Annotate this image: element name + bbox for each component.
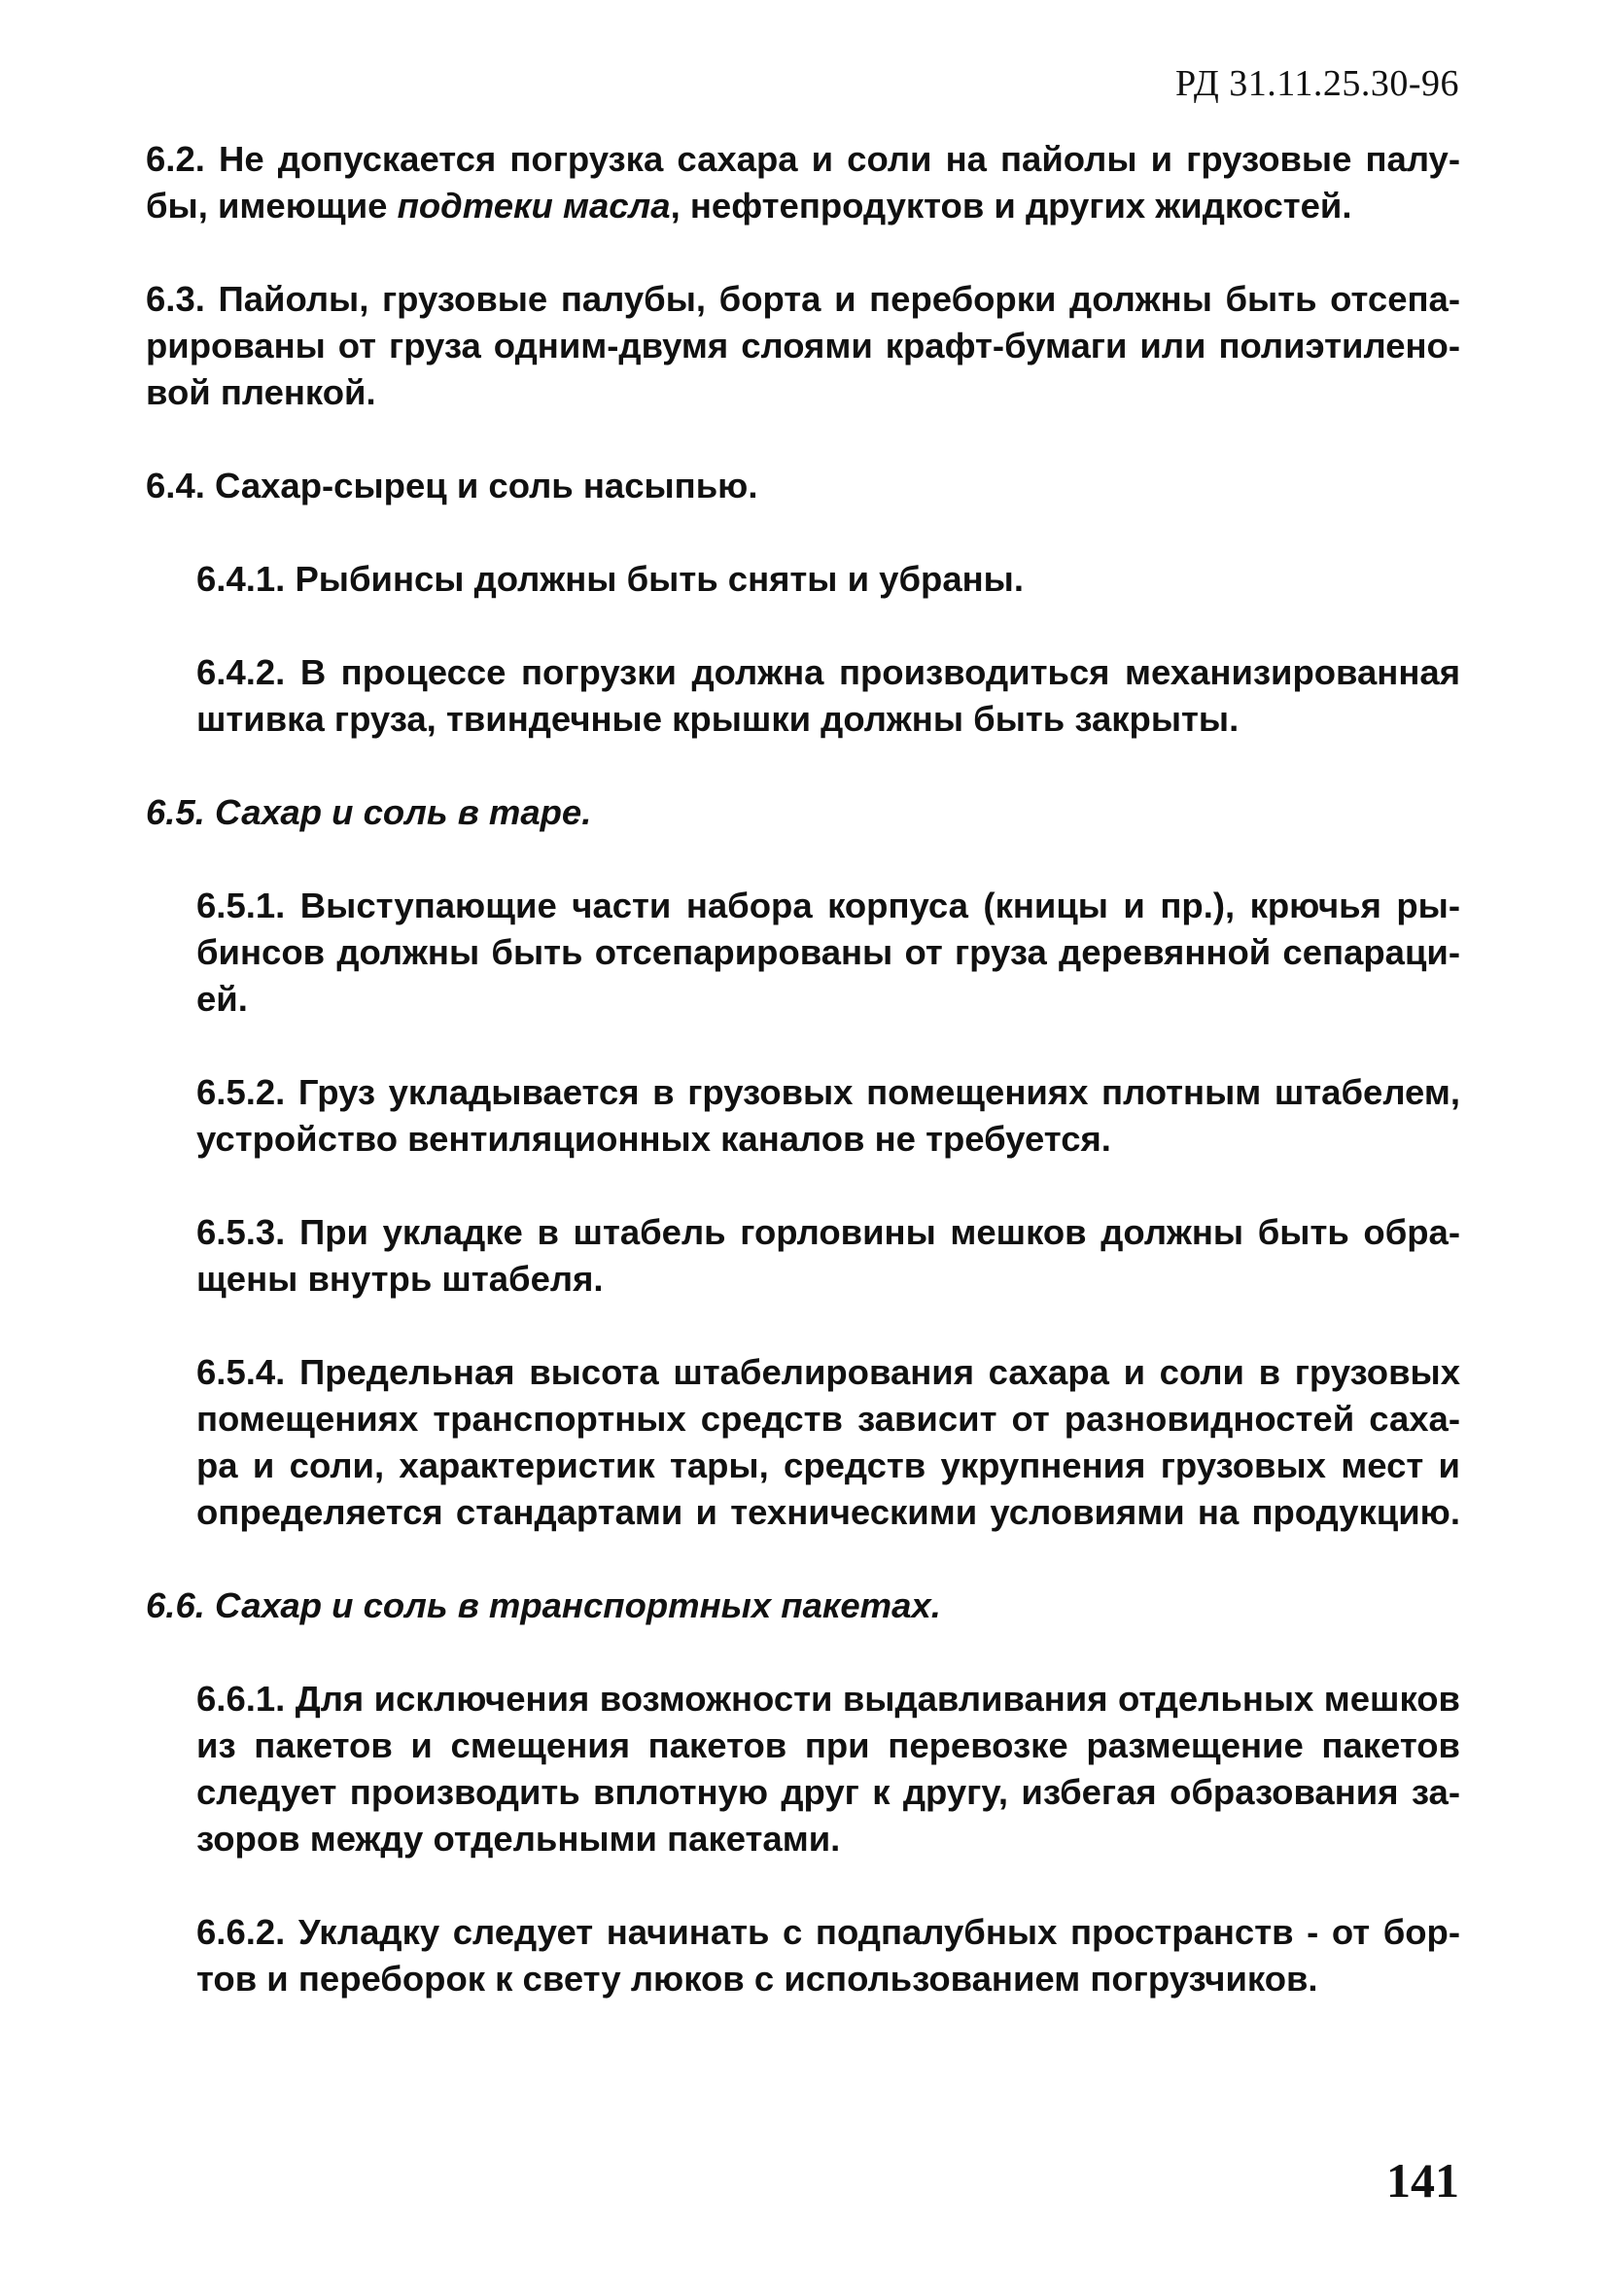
text-line: ра и соли, характеристик тары, средств укрупнения грузовых мест и	[196, 1445, 1460, 1485]
text-line: 6.5.4. Предельная высота штабелирования сахара и соли в грузовых	[196, 1352, 1460, 1392]
text-line: тов и переборок к свету люков с использованием погрузчиков.	[196, 1959, 1318, 1999]
section-heading: 6.4. Сахар-сырец и соль насыпью.	[146, 466, 758, 505]
page-body	[146, 136, 1460, 2049]
section-6-5-4	[146, 1349, 1460, 1536]
text-line: зоров между отдельными пакетами.	[196, 1819, 841, 1859]
text-line: 6.6.1. Для исключения возможности выдавливания отдельных мешков	[196, 1679, 1460, 1719]
text-line: штивка груза, твиндечные крышки должны быть закрыты.	[196, 699, 1240, 739]
text-line: вой пленкой.	[146, 372, 376, 412]
text-line: рированы от груза одним-двумя слоями крафт-бумаги или полиэтилено-	[146, 326, 1460, 365]
text-line: устройство вентиляционных каналов не требуется.	[196, 1119, 1111, 1159]
text-line: 6.5.3. При укладке в штабель горловины мешков должны быть обра-	[196, 1212, 1460, 1252]
document-code: РД 31.11.25.30-96	[1175, 63, 1459, 104]
text-line: 6.6.2. Укладку следует начинать с подпалубных пространств - от бор-	[196, 1912, 1460, 1952]
text-line: 6.5.1. Выступающие части набора корпуса (кницы и пр.), крючья ры-	[196, 886, 1460, 925]
text-line: из пакетов и смещения пакетов при перевозке размещение пакетов	[196, 1725, 1460, 1765]
section-6-6-2	[146, 1909, 1460, 2002]
text-fragment: бы, имеющие	[146, 186, 398, 226]
section-6-5-1	[146, 883, 1460, 1023]
section-6-5-2	[146, 1069, 1460, 1163]
page-number: 141	[1386, 2153, 1459, 2208]
text-line: определяется стандартами и техническими условиями на продукцию.	[196, 1492, 1460, 1532]
section-6-4	[146, 463, 1460, 509]
text-line: 6.5.2. Груз укладывается в грузовых помещениях плотным штабелем,	[196, 1072, 1460, 1112]
text-line: щены внутрь штабеля.	[196, 1259, 604, 1299]
section-6-3	[146, 276, 1460, 416]
section-6-5	[146, 789, 1460, 836]
text-line: бинсов должны быть отсепарированы от груза деревянной сепараци-	[196, 932, 1460, 972]
section-6-5-3	[146, 1209, 1460, 1303]
text-line: помещениях транспортных средств зависит от разновидностей саха-	[196, 1399, 1460, 1439]
text-line: 6.2. Не допускается погрузка сахара и соли на пайолы и грузовые палу-	[146, 139, 1460, 179]
text-line: 6.4.2. В процессе погрузки должна производиться механизированная	[196, 652, 1460, 692]
section-6-2	[146, 136, 1460, 229]
section-6-4-2	[146, 649, 1460, 743]
section-6-4-1	[146, 556, 1460, 603]
text-line: 6.4.1. Рыбинсы должны быть сняты и убраны.	[196, 559, 1024, 599]
text-line: следует производить вплотную друг к другу, избегая образования за-	[196, 1772, 1460, 1812]
italic-fragment: подтеки масла	[397, 186, 671, 226]
text-fragment: , нефтепродуктов и других жидкостей.	[670, 186, 1352, 226]
section-6-6	[146, 1583, 1460, 1629]
section-heading: 6.6. Сахар и соль в транспортных пакетах.	[146, 1585, 941, 1625]
section-6-6-1	[146, 1676, 1460, 1862]
text-line: 6.3. Пайолы, грузовые палубы, борта и переборки должны быть отсепа-	[146, 279, 1460, 319]
text-line	[146, 183, 1460, 229]
section-heading: 6.5. Сахар и соль в таре.	[146, 792, 592, 832]
text-line: ей.	[196, 979, 248, 1019]
